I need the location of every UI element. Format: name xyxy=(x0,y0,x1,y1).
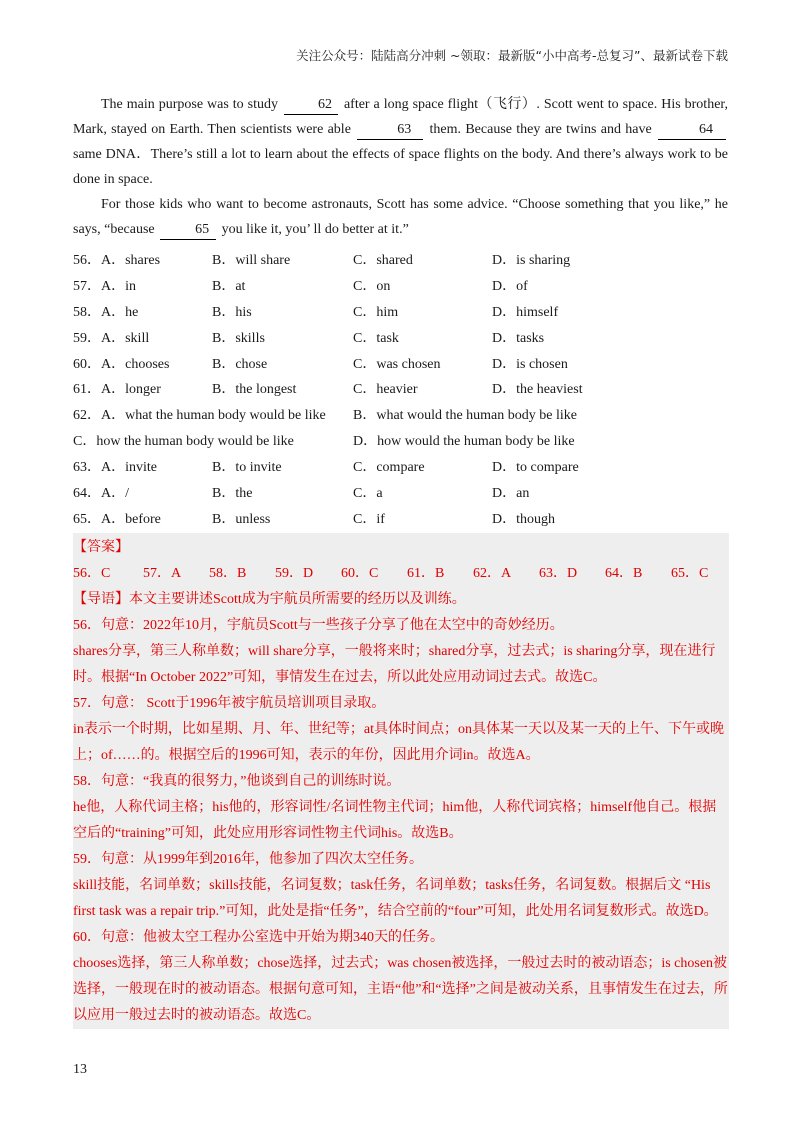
option-b: B．to invite xyxy=(212,460,282,476)
option-a: 65．A．before xyxy=(73,511,161,527)
question-56-options xyxy=(73,246,728,272)
passage-text: them. Because they are twins and have xyxy=(429,122,652,137)
option-b: B．the longest xyxy=(212,382,297,398)
answer-key: 60．C xyxy=(341,565,379,581)
passage-text: The main purpose was to study xyxy=(101,97,278,112)
passage-text: after a long space flight（飞行）. Scott went to space. His brother, Mark, stayed on Earth. Then scientists were able xyxy=(73,97,729,137)
option-d: D．himself xyxy=(492,304,559,320)
option-c: C．was chosen xyxy=(353,356,441,372)
question-63-options xyxy=(73,453,728,479)
options-list xyxy=(73,246,728,531)
option-b: B．unless xyxy=(212,511,271,527)
question-61-options xyxy=(73,375,728,401)
option-c: C．compare xyxy=(353,460,425,476)
option-d: D．of xyxy=(492,278,528,294)
option-a: 56．A．shares xyxy=(73,252,161,268)
blank-63: 63 xyxy=(357,121,423,140)
option-a: 58．A．he xyxy=(73,304,139,320)
option-a: 57．A．in xyxy=(73,278,136,294)
answer-title: 【答案】 xyxy=(73,539,129,555)
answer-key: 63．D xyxy=(539,565,578,581)
passage-paragraph-1 xyxy=(73,92,728,192)
option-b: B．his xyxy=(212,304,252,320)
option-d: D．how would the human body be like xyxy=(353,434,575,450)
question-60-options xyxy=(73,350,728,376)
option-c: C．on xyxy=(353,278,391,294)
option-c: C．shared xyxy=(353,252,413,268)
option-d: D．tasks xyxy=(492,330,545,346)
option-c: C．a xyxy=(353,485,383,501)
option-b: B．at xyxy=(212,278,246,294)
option-d: D．to compare xyxy=(492,460,579,476)
passage-text: you like it, you’ ll do better at it.” xyxy=(221,222,409,237)
option-b: B．will share xyxy=(212,252,291,268)
option-b: B．what would the human body be like xyxy=(353,408,577,424)
explanation-59-detail: skill技能，名词单数；skills技能，名词复数；task任务，名词单数；tasks任务，名词复数。根据后文 “His first task was a repair trip.”可知，此处是指“任务”，结合空前的“four”可知，此处用名词复数形式。故选D。 xyxy=(73,877,718,919)
passage-text: For those kids who want to become astronauts, Scott has some advice. “Choose something that you like,” he says, “because xyxy=(73,197,728,237)
answer-key: 62．A xyxy=(473,565,512,581)
option-b: B．skills xyxy=(212,330,265,346)
explanation-60-meaning: 60．句意：他被太空工程办公室选中开始为期340天的任务。 xyxy=(73,929,444,945)
passage-paragraph-2 xyxy=(73,192,728,242)
question-64-options xyxy=(73,479,728,505)
option-c: C．how the human body would be like xyxy=(73,434,294,450)
explanation-56-detail: shares分享，第三人称单数；will share分享，一般将来时；shared分享，过去式；is sharing分享，现在进行时。根据“In October 2022”可知，事情发生在过去，所以此处应用动词过去式。故选C。 xyxy=(73,643,716,685)
page-content xyxy=(73,92,728,1029)
explanation-58-meaning: 58．句意：“我真的很努力，”他谈到自己的训练时说。 xyxy=(73,773,401,789)
answer-key: 56．C xyxy=(73,565,111,581)
answer-section xyxy=(73,533,729,1029)
blank-64: 64 xyxy=(658,121,726,140)
option-d: D．though xyxy=(492,511,555,527)
explanation-58-detail: he他，人称代词主格；his他的，形容词性/名词性物主代词；him他，人称代词宾格；himself他自己。根据空后的“training”可知，此处应用形容词性物主代词his。故选B。 xyxy=(73,799,717,841)
option-d: D．an xyxy=(492,485,530,501)
answer-key: 57．A xyxy=(143,565,182,581)
page-header: 关注公众号：陆陆高分冲刺 ~领取：最新版“小中高考-总复习”、最新试卷下载 xyxy=(296,48,728,63)
answer-key: 65．C xyxy=(671,565,709,581)
option-b: B．the xyxy=(212,485,253,501)
explanation-57-detail: in表示一个时期，比如星期、月、年、世纪等；at具体时间点；on具体某一天以及某一天的上午、下午或晚上；of……的。根据空后的1996可知，表示的年份，因此用介词in。故选A。 xyxy=(73,721,724,763)
blank-62: 62 xyxy=(284,96,338,115)
answer-intro: 【导语】本文主要讲述Scott成为宇航员所需要的经历以及训练。 xyxy=(73,591,466,607)
answer-keys xyxy=(73,561,729,587)
question-58-options xyxy=(73,298,728,324)
question-62-options-ab xyxy=(73,401,728,427)
question-57-options xyxy=(73,272,728,298)
option-d: D．is chosen xyxy=(492,356,568,372)
option-d: D．the heaviest xyxy=(492,382,583,398)
option-c: C．heavier xyxy=(353,382,418,398)
passage-text: same DNA．There’s still a lot to learn about the effects of space flights on the body. And there’s always work to be done in space. xyxy=(73,147,728,187)
answer-key: 59．D xyxy=(275,565,314,581)
explanation-57-meaning: 57．句意： Scott于1996年被宇航员培训项目录取。 xyxy=(73,695,386,711)
option-a: 63．A．invite xyxy=(73,460,157,476)
option-a: 61．A．longer xyxy=(73,382,161,398)
explanation-56-meaning: 56．句意：2022年10月，宇航员Scott与一些孩子分享了他在太空中的奇妙经历。 xyxy=(73,617,564,633)
option-a: 62．A．what the human body would be like xyxy=(73,408,326,424)
option-a: 64．A．/ xyxy=(73,485,129,501)
blank-65: 65 xyxy=(160,221,216,240)
option-c: C．task xyxy=(353,330,399,346)
answer-key: 61．B xyxy=(407,565,445,581)
question-62-options-cd xyxy=(73,427,728,453)
option-d: D．is sharing xyxy=(492,252,571,268)
option-a: 59．A．skill xyxy=(73,330,150,346)
option-a: 60．A．chooses xyxy=(73,356,170,372)
answer-key: 58．B xyxy=(209,565,247,581)
explanation-59-meaning: 59．句意：从1999年到2016年，他参加了四次太空任务。 xyxy=(73,851,423,867)
question-65-options xyxy=(73,505,728,531)
option-b: B．chose xyxy=(212,356,268,372)
question-59-options xyxy=(73,324,728,350)
answer-key: 64．B xyxy=(605,565,643,581)
option-c: C．if xyxy=(353,511,385,527)
option-c: C．him xyxy=(353,304,399,320)
page-number: 13 xyxy=(73,1062,87,1077)
explanation-60-detail: chooses选择，第三人称单数；chose选择，过去式；was chosen被选择，一般过去时的被动语态；is chosen被选择，一般现在时的被动语态。根据句意可知，主语“他”和“选择”之间是被动关系，且事情发生在过去，所以应用一般过去时的被动语态。故选C。 xyxy=(73,955,728,1023)
